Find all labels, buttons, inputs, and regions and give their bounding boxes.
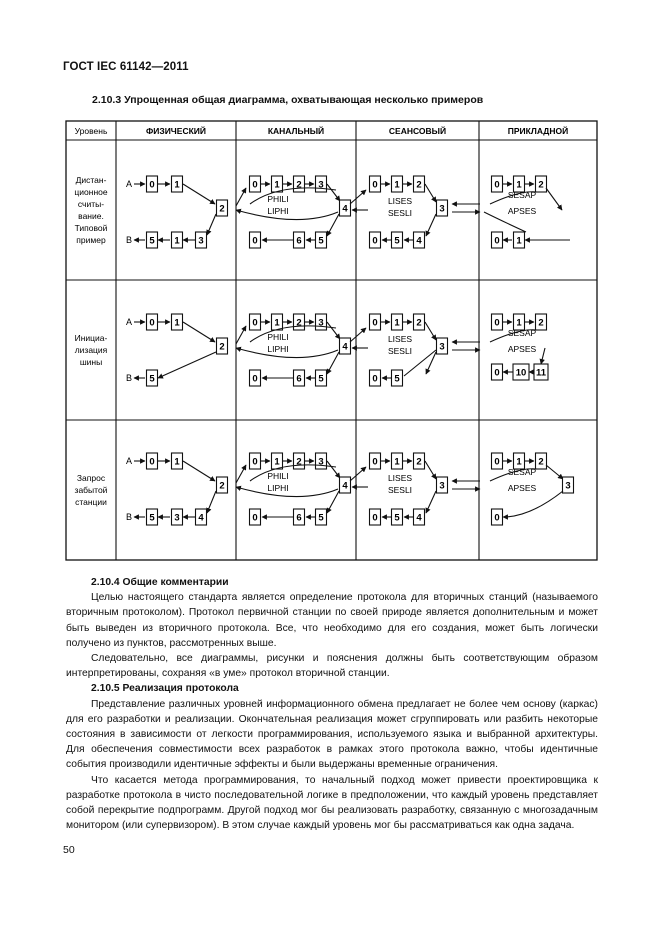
primitive-label: PHILI <box>267 194 289 204</box>
state-label: 0 <box>372 235 378 247</box>
state-label: 3 <box>318 179 324 191</box>
arrow <box>546 465 563 479</box>
state-label: 0 <box>252 456 258 468</box>
document-header: ГОСТ IEC 61142—2011 <box>63 61 189 73</box>
curve-arrow <box>183 461 215 481</box>
state-label: 1 <box>516 317 522 329</box>
curve-arrow <box>207 491 216 513</box>
state-label: 4 <box>342 203 348 215</box>
input-label-a: A <box>126 317 133 327</box>
curve-arrow <box>327 461 340 478</box>
curve-arrow <box>425 461 436 479</box>
primitive-label: LISES <box>387 196 413 206</box>
state-label: 0 <box>494 317 500 329</box>
arrow <box>236 465 246 483</box>
input-label-a: A <box>126 179 133 189</box>
row-label: Запрос <box>76 473 106 483</box>
curve-arrow <box>541 348 545 364</box>
state-label: 2 <box>416 317 422 329</box>
state-label: 2 <box>219 341 225 353</box>
section-title: 2.10.3 Упрощенная общая диаграмма, охватывающая несколько примеров <box>92 94 484 106</box>
state-label: 5 <box>394 512 400 524</box>
state-label: 0 <box>149 179 155 191</box>
arrow <box>350 467 366 481</box>
column-header: ПРИКЛАДНОЙ <box>507 126 569 136</box>
state-label: 3 <box>439 203 445 215</box>
state-label: 5 <box>394 235 400 247</box>
paragraph: Целью настоящего стандарта является определение протокола для вторичных станций (называемого вторичным протоколом). Протокол первичной станции по своей природе является дополнительным и может быть выведен из вторичного протокола. Все, что необходимо для его создания, может быть логически получено из пунктов, рассмотренных выше. <box>66 592 598 649</box>
state-label: 2 <box>219 480 225 492</box>
row-label: Типовой <box>74 223 108 233</box>
state-label: 2 <box>219 203 225 215</box>
state-label: 0 <box>252 512 258 524</box>
curve-arrow <box>426 214 436 236</box>
state-label: 2 <box>296 179 302 191</box>
arrow <box>546 188 562 210</box>
primitive-label: PHILI <box>267 332 289 342</box>
state-label: 2 <box>538 456 544 468</box>
row-label: шины <box>79 357 103 367</box>
row-label: Дистан- <box>75 175 107 185</box>
state-label: 5 <box>149 235 155 247</box>
arrow <box>350 328 366 342</box>
state-label: 3 <box>318 456 324 468</box>
state-label: 0 <box>494 179 500 191</box>
input-label-a: A <box>126 456 133 466</box>
state-label: 5 <box>318 512 324 524</box>
curve-arrow <box>425 322 436 340</box>
primitive-label: SESAP <box>507 328 537 338</box>
curve-arrow <box>503 491 563 517</box>
curve-arrow <box>183 184 215 204</box>
column-header: ФИЗИЧЕСКИЙ <box>146 126 206 136</box>
primitive-label: LIPHI <box>267 206 289 216</box>
state-label: 2 <box>296 456 302 468</box>
state-label: 0 <box>494 512 500 524</box>
state-label: 1 <box>274 179 280 191</box>
row-label: ционное <box>74 187 108 197</box>
primitive-label: SESLI <box>387 208 413 218</box>
state-label: 0 <box>372 512 378 524</box>
state-label: 1 <box>274 456 280 468</box>
body-text <box>66 575 598 833</box>
curve-arrow <box>426 352 436 374</box>
curve-arrow <box>425 184 436 202</box>
diagram-table <box>66 121 597 560</box>
arrow <box>236 326 246 344</box>
state-label: 2 <box>416 456 422 468</box>
state-label: 1 <box>174 179 180 191</box>
state-label: 4 <box>416 512 422 524</box>
state-label: 6 <box>296 373 302 385</box>
curve-arrow <box>327 491 339 513</box>
paragraph: Представление различных уровней информационного обмена предлагает не более чем основу (каркас) для его разработки и реализации. Окончательная реализация может сгруппировать или разбить некоторые состояния в зависимости от легкости программирования, используемого языка и выбранной архитектуры. Для обеспечения совместимости всех разработок в рамках этого протокола важно, чтобы идентичные события производили идентичные эффекты и были выдержаны временные ограничения. <box>66 698 598 771</box>
state-label: 4 <box>342 480 348 492</box>
curve-arrow <box>158 352 216 378</box>
primitive-label: LIPHI <box>267 344 289 354</box>
input-label-b: B <box>126 235 133 245</box>
page-number: 50 <box>63 844 75 856</box>
state-label: 1 <box>516 235 522 247</box>
state-label: 0 <box>372 373 378 385</box>
state-label: 3 <box>318 317 324 329</box>
curve-arrow <box>207 214 216 235</box>
curve-arrow <box>327 184 340 201</box>
row-label: вание. <box>78 211 104 221</box>
column-header: Уровень <box>74 126 108 136</box>
state-label: 3 <box>439 341 445 353</box>
state-label: 1 <box>174 235 180 247</box>
primitive-label: SESLI <box>387 485 413 495</box>
curve-arrow <box>327 352 339 374</box>
row-label: Инициа- <box>74 333 108 343</box>
state-label: 1 <box>274 317 280 329</box>
input-label-b: B <box>126 512 133 522</box>
curve-arrow <box>327 214 339 236</box>
state-label: 4 <box>416 235 422 247</box>
state-label: 1 <box>174 456 180 468</box>
state-label: 5 <box>149 512 155 524</box>
primitive-label: PHILI <box>267 471 289 481</box>
curve-arrow <box>183 322 215 342</box>
primitive-label: APSES <box>507 483 537 493</box>
state-label: 2 <box>416 179 422 191</box>
row-label: считы- <box>77 199 105 209</box>
state-label: 4 <box>342 341 348 353</box>
subsection-heading: 2.10.5 Реализация протокола <box>91 683 239 695</box>
curve-arrow <box>327 322 340 339</box>
state-label: 5 <box>394 373 400 385</box>
state-label: 0 <box>252 373 258 385</box>
arrow <box>350 190 366 204</box>
state-label: 3 <box>439 480 445 492</box>
arrow <box>236 188 246 206</box>
primitive-label: SESAP <box>507 467 537 477</box>
state-label: 0 <box>372 456 378 468</box>
column-header: КАНАЛЬНЫЙ <box>267 126 325 136</box>
state-label: 6 <box>296 235 302 247</box>
state-label: 0 <box>252 317 258 329</box>
primitive-label: LISES <box>387 334 413 344</box>
state-label: 0 <box>494 367 500 379</box>
state-label: 2 <box>538 317 544 329</box>
state-label: 1 <box>516 456 522 468</box>
row-label: станции <box>75 497 107 507</box>
state-label: 1 <box>394 179 400 191</box>
primitive-label: APSES <box>507 206 537 216</box>
state-label: 4 <box>198 512 204 524</box>
state-label: 0 <box>494 235 500 247</box>
state-label: 3 <box>174 512 180 524</box>
state-label: 1 <box>516 179 522 191</box>
state-label: 2 <box>296 317 302 329</box>
state-label: 0 <box>372 317 378 329</box>
state-label: 6 <box>296 512 302 524</box>
column-header: СЕАНСОВЫЙ <box>388 126 447 136</box>
state-label: 0 <box>494 456 500 468</box>
state-label: 0 <box>149 456 155 468</box>
primitive-label: SESAP <box>507 190 537 200</box>
state-label: 5 <box>318 235 324 247</box>
row-label: забытой <box>74 485 108 495</box>
state-label: 3 <box>198 235 204 247</box>
row-label: лизация <box>74 345 108 355</box>
state-label: 0 <box>372 179 378 191</box>
state-label: 0 <box>252 235 258 247</box>
state-label: 10 <box>515 367 527 379</box>
paragraph: Следовательно, все диаграммы, рисунки и пояснения должны быть соответствующим образом интерпретированы, сохраняя «в уме» протокол вторичной станции. <box>66 653 598 680</box>
state-label: 1 <box>394 317 400 329</box>
state-label: 11 <box>535 367 547 379</box>
state-label: 0 <box>149 317 155 329</box>
primitive-label: LISES <box>387 473 413 483</box>
primitive-label: APSES <box>507 344 537 354</box>
subsection-heading: 2.10.4 Общие комментарии <box>91 577 229 588</box>
state-label: 3 <box>565 480 571 492</box>
state-label: 0 <box>252 179 258 191</box>
state-label: 5 <box>318 373 324 385</box>
state-label: 2 <box>538 179 544 191</box>
state-label: 1 <box>174 317 180 329</box>
primitive-label: SESLI <box>387 346 413 356</box>
input-label-b: B <box>126 373 133 383</box>
curve-arrow <box>426 491 436 513</box>
state-label: 5 <box>149 373 155 385</box>
paragraph: Что касается метода программирования, то начальный подход может привести проектировщика к разработке протокола в чисто последовательной логике в предположении, что каждый уровень представляет собой перекрытие подпрограмм. Другой подход мог бы реализовать разработку, связанную с многозадачным монитором (или супервизором). В этом случае каждый уровень мог бы рассматриваться как одна задача. <box>66 774 598 832</box>
primitive-label: LIPHI <box>267 483 289 493</box>
state-label: 1 <box>394 456 400 468</box>
row-label: пример <box>76 235 106 245</box>
